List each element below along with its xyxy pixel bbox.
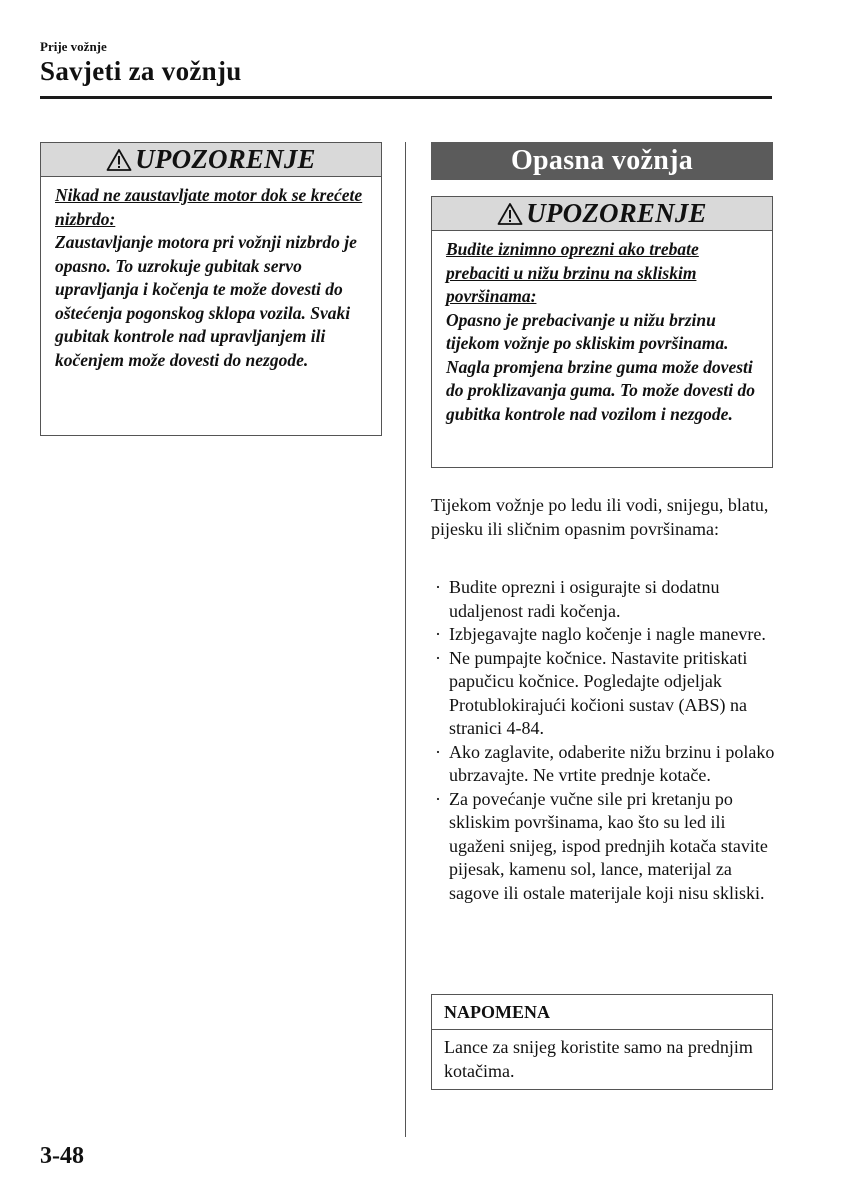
list-item xyxy=(431,576,776,623)
note-text: Lance za snijeg koristite samo na prednjim kotačima. xyxy=(444,1037,753,1081)
bullet-marker: · xyxy=(435,647,441,668)
warning-lead: Budite iznimno oprezni ako trebate prebaciti u nižu brzinu na skliskim površinama: xyxy=(446,239,699,306)
page-title: Savjeti za vožnju xyxy=(40,56,242,86)
warning-text: Opasno je prebacivanje u nižu brzinu tijekom vožnje po skliskim površinama. Nagla promjena brzine guma može dovesti do proklizavanja guma. To može dovesti do gubitka kontrole nad vozilom i nezgode. xyxy=(446,309,756,424)
intro-paragraph: Tijekom vožnje po ledu ili vodi, snijegu, blatu, pijesku ili sličnim opasnim površinama: xyxy=(431,495,769,539)
page-number: 3-48 xyxy=(40,1143,84,1169)
bullet-marker: · xyxy=(435,624,441,644)
note-title: NAPOMENA xyxy=(432,995,772,1030)
right-warning-box xyxy=(431,196,773,468)
list-item-text: Izbjegavajte naglo kočenje i nagle manevre. xyxy=(449,624,766,644)
left-warning-box xyxy=(40,142,382,436)
note-box xyxy=(431,994,773,1090)
warning-triangle-icon xyxy=(497,202,523,226)
bullet-list xyxy=(431,576,776,905)
warning-header xyxy=(41,143,381,177)
bullet-marker: · xyxy=(435,577,441,597)
warning-body xyxy=(432,231,772,434)
bullet-marker: · xyxy=(435,788,441,809)
list-item-text: Za povećanje vučne sile pri kretanju po skliskim površinama, kao što su led ili ugaženi snijeg, ispod prednjih kotača stavite pijesak, kamenu sol, lance, materijal za sagove ili ostale materijale koji nisu skliski. xyxy=(449,788,768,903)
list-item-text: Ne pumpajte kočnice. Nastavite pritiskati papučicu kočnice. Pogledajte odjeljak Protublokirajući kočioni sustav (ABS) na stranici 4-84. xyxy=(449,647,748,738)
section-title-opasna-voznja: Opasna vožnja xyxy=(431,142,773,180)
list-item-text: Ako zaglavite, odaberite nižu brzinu i polako ubrzavajte. Ne vrtite prednje kotače. xyxy=(449,741,775,785)
warning-text: Zaustavljanje motora pri vožnji nizbrdo je opasno. To uzrokuje gubitak servo upravljanja i kočenja te može dovesti do oštećenja pogonskog sklopa vozila. Svaki gubitak kontrole nad upravljanjem ili kočenjem može dovesti do nezgode. xyxy=(55,232,357,370)
list-item xyxy=(431,741,776,788)
warning-title: UPOZORENJE xyxy=(135,144,316,174)
list-item xyxy=(431,788,776,906)
warning-title: UPOZORENJE xyxy=(526,198,707,228)
list-item xyxy=(431,623,776,647)
list-item-text: Budite oprezni i osigurajte si dodatnu udaljenost radi kočenja. xyxy=(449,577,720,621)
warning-body xyxy=(41,177,381,380)
warning-header xyxy=(432,197,772,231)
breadcrumb: Prije vožnje xyxy=(40,39,107,54)
column-divider xyxy=(405,142,406,1137)
warning-triangle-icon xyxy=(106,148,132,172)
warning-lead: Nikad ne zaustavljate motor dok se krećete nizbrdo: xyxy=(55,185,363,229)
title-rule xyxy=(40,96,772,99)
bullet-marker: · xyxy=(435,741,441,762)
list-item xyxy=(431,647,776,741)
